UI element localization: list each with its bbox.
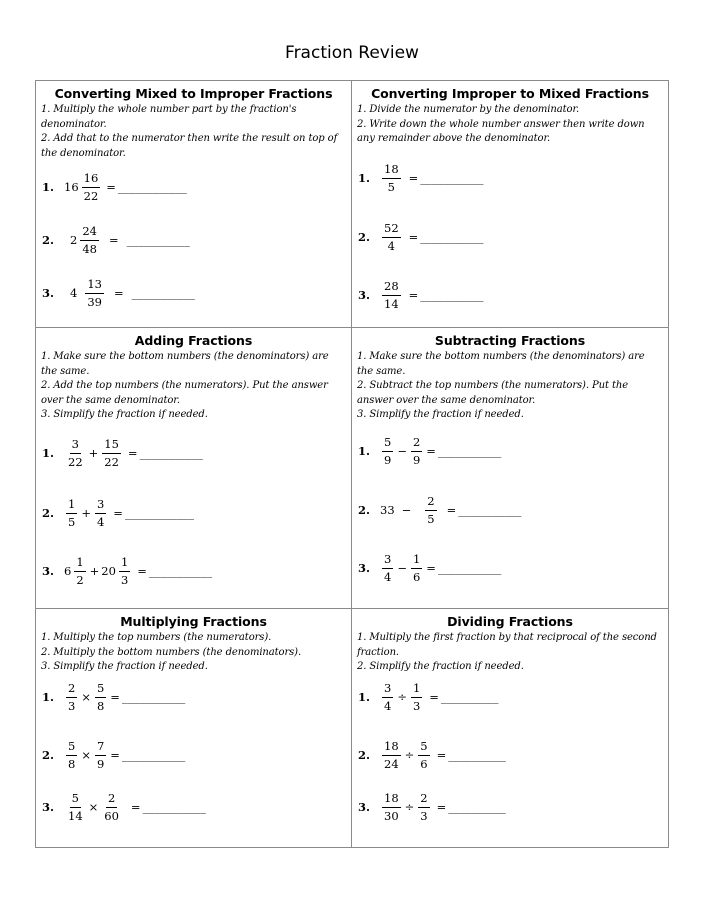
numerator: 18 — [382, 162, 401, 179]
fraction — [95, 681, 106, 714]
equals-sign: = — [113, 286, 124, 300]
numerator: 13 — [85, 277, 104, 294]
denominator: 9 — [384, 452, 392, 467]
equals-sign: = — [429, 690, 439, 704]
instructions — [357, 103, 663, 147]
section-title: Dividing Fractions — [447, 614, 573, 629]
denominator: 3 — [420, 808, 428, 823]
numerator: 2 — [418, 791, 429, 808]
instruction-step: 2. Add the top numbers (the numerators). Put the answer over the same denominator. — [41, 380, 328, 406]
equals-sign: = — [108, 233, 119, 247]
fraction — [66, 739, 77, 772]
instruction-step: 1. Make sure the bottom numbers (the denominators) are the same. — [357, 351, 645, 377]
instructions — [41, 631, 346, 675]
answer-blank[interactable]: ___________ — [121, 690, 186, 704]
instruction-step: 2. Simplify the fraction if needed. — [357, 661, 524, 673]
denominator: 14 — [68, 808, 83, 823]
fraction — [66, 497, 77, 530]
minus-sign: − — [397, 561, 407, 575]
numerator: 5 — [95, 681, 106, 698]
numerator: 5 — [70, 791, 81, 808]
fraction — [119, 555, 130, 588]
problem-number: 3. — [358, 288, 371, 302]
denominator: 48 — [82, 241, 97, 256]
times-sign: × — [81, 690, 91, 704]
equals-sign: = — [408, 171, 419, 185]
problem-3 — [358, 789, 506, 825]
fraction — [382, 681, 393, 714]
whole-number: 33 — [380, 503, 395, 517]
numerator: 1 — [66, 497, 77, 514]
equals-sign: = — [408, 230, 419, 244]
fraction — [411, 552, 422, 585]
equals-sign: = — [113, 506, 123, 520]
numerator: 1 — [411, 681, 422, 698]
problem-number: 3. — [358, 800, 371, 814]
fraction — [382, 552, 393, 585]
problem-2 — [42, 495, 194, 531]
numerator: 3 — [382, 681, 393, 698]
equals-sign: = — [110, 690, 120, 704]
denominator: 3 — [68, 698, 76, 713]
denominator: 22 — [104, 454, 119, 469]
answer-blank[interactable]: __________ — [448, 800, 506, 814]
instruction-step: 1. Divide the numerator by the denominator. — [357, 104, 580, 115]
problem-1 — [358, 160, 484, 196]
equals-sign: = — [436, 748, 447, 762]
instruction-step: 1. Make sure the bottom numbers (the denominators) are the same. — [41, 351, 329, 377]
numerator: 2 — [106, 791, 117, 808]
problem-number: 1. — [42, 446, 55, 460]
numerator: 28 — [382, 279, 401, 296]
instruction-step: 3. Simplify the fraction if needed. — [41, 661, 208, 673]
problem-number: 3. — [42, 800, 55, 814]
instruction-step: 3. Simplify the fraction if needed. — [357, 409, 524, 421]
denominator: 4 — [384, 569, 392, 584]
divide-sign: ÷ — [404, 800, 415, 814]
denominator: 14 — [384, 296, 399, 311]
fraction — [382, 279, 401, 312]
fraction — [74, 555, 85, 588]
answer-blank[interactable]: ____________ — [117, 180, 187, 194]
problem-number: 1. — [358, 690, 371, 704]
denominator: 9 — [96, 756, 105, 771]
numerator: 7 — [95, 739, 106, 756]
problem-3 — [42, 553, 212, 589]
answer-blank[interactable]: ___________ — [437, 444, 502, 458]
plus-sign: + — [88, 446, 99, 460]
whole-number: 16 — [64, 180, 79, 194]
problem-2 — [42, 222, 190, 258]
section-improper-to-mixed — [352, 81, 668, 328]
instructions — [41, 350, 346, 423]
fraction — [102, 791, 121, 824]
worksheet-grid — [35, 80, 669, 848]
numerator: 2 — [411, 435, 422, 452]
equals-sign: = — [110, 748, 120, 762]
equals-sign: = — [127, 446, 138, 460]
section-title: Converting Improper to Mixed Fractions — [371, 86, 649, 101]
equals-sign: = — [426, 444, 436, 458]
problem-1 — [42, 679, 185, 715]
denominator: 4 — [387, 238, 395, 253]
section-dividing-fractions — [352, 609, 668, 847]
denominator: 6 — [420, 756, 428, 771]
section-title: Subtracting Fractions — [434, 333, 586, 348]
plus-sign: + — [81, 506, 91, 520]
fraction — [85, 277, 104, 310]
numerator: 1 — [74, 555, 85, 572]
fraction — [382, 221, 401, 254]
section-title: Adding Fractions — [134, 333, 253, 348]
equals-sign: = — [408, 288, 419, 302]
numerator: 24 — [80, 224, 99, 241]
problem-3 — [358, 550, 501, 586]
instruction-step: 3. Simplify the fraction if needed. — [41, 409, 208, 421]
problem-1 — [42, 169, 187, 205]
fraction — [418, 739, 429, 772]
minus-sign: − — [397, 444, 407, 458]
times-sign: × — [81, 748, 91, 762]
equals-sign: = — [446, 503, 457, 517]
numerator: 1 — [411, 552, 422, 569]
instruction-step: 1. Multiply the whole number part by the fraction's denominator. — [41, 104, 297, 130]
answer-blank[interactable]: __________ — [440, 690, 499, 704]
page-title: Fraction Review — [285, 43, 419, 63]
whole-number: 4 — [70, 286, 78, 300]
equals-sign: = — [106, 180, 116, 194]
problem-2 — [358, 737, 506, 773]
denominator: 5 — [387, 179, 395, 194]
instruction-step: 2. Add that to the numerator then write the result on top of the denominator. — [41, 133, 338, 159]
problem-number: 1. — [358, 171, 371, 185]
problem-2 — [358, 219, 484, 255]
answer-blank[interactable]: ___________ — [420, 288, 484, 302]
problem-number: 2. — [42, 233, 55, 247]
problem-2 — [42, 737, 185, 773]
denominator: 39 — [87, 294, 102, 309]
fraction — [95, 497, 106, 530]
instruction-step: 1. Multiply the first fraction by that reciprocal of the second fraction. — [357, 632, 657, 658]
section-subtracting-fractions — [352, 328, 668, 609]
denominator: 22 — [83, 188, 99, 203]
problem-number: 2. — [358, 503, 371, 517]
fraction — [382, 791, 401, 824]
numerator: 16 — [82, 171, 101, 188]
numerator: 5 — [66, 739, 77, 756]
answer-blank[interactable]: ___________ — [126, 233, 190, 247]
answer-blank[interactable]: ___________ — [131, 286, 195, 300]
instruction-step: 2. Subtract the top numbers (the numerators). Put the answer over the same denominator. — [357, 380, 629, 406]
instruction-step: 2. Multiply the bottom numbers (the denominators). — [41, 646, 302, 658]
denominator: 4 — [384, 698, 392, 713]
fraction — [82, 171, 101, 204]
section-adding-fractions — [36, 328, 352, 609]
answer-blank[interactable]: ___________ — [420, 230, 484, 244]
numerator: 18 — [382, 791, 401, 808]
problem-3 — [358, 277, 484, 313]
fraction — [382, 162, 401, 195]
denominator: 5 — [68, 514, 76, 529]
denominator: 9 — [412, 452, 421, 467]
divide-sign: ÷ — [397, 690, 407, 704]
fraction — [382, 435, 393, 468]
problem-1 — [42, 435, 203, 471]
problem-3 — [42, 789, 206, 825]
divide-sign: ÷ — [404, 748, 415, 762]
denominator: 2 — [76, 572, 84, 587]
denominator: 8 — [68, 756, 76, 771]
problem-number: 2. — [42, 506, 55, 520]
numerator: 5 — [418, 739, 429, 756]
numerator: 3 — [382, 552, 393, 569]
fraction — [95, 739, 106, 772]
problem-number: 3. — [42, 286, 55, 300]
section-mixed-to-improper — [36, 81, 352, 328]
numerator: 3 — [95, 497, 106, 514]
denominator: 30 — [384, 808, 399, 823]
instructions — [357, 631, 663, 675]
instructions — [357, 350, 663, 423]
denominator: 3 — [120, 572, 129, 587]
denominator: 3 — [412, 698, 421, 713]
answer-blank[interactable]: ___________ — [437, 561, 502, 575]
denominator: 8 — [96, 698, 105, 713]
answer-blank[interactable]: ___________ — [420, 171, 484, 185]
problem-number: 2. — [42, 748, 55, 762]
numerator: 2 — [66, 681, 77, 698]
numerator: 52 — [382, 221, 401, 238]
problem-number: 2. — [358, 230, 371, 244]
denominator: 24 — [384, 756, 399, 771]
denominator: 22 — [68, 454, 83, 469]
answer-blank[interactable]: ___________ — [142, 800, 206, 814]
answer-blank[interactable]: ___________ — [121, 748, 186, 762]
fraction — [80, 224, 99, 257]
denominator: 4 — [96, 514, 105, 529]
equals-sign: = — [436, 800, 447, 814]
minus-sign: − — [401, 503, 412, 517]
fraction — [102, 437, 121, 470]
section-multiplying-fractions — [36, 609, 352, 847]
fraction — [382, 739, 401, 772]
numerator: 15 — [102, 437, 121, 454]
numerator: 5 — [382, 435, 393, 452]
equals-sign: = — [137, 564, 147, 578]
denominator: 6 — [412, 569, 421, 584]
problem-2 — [358, 492, 522, 528]
fraction — [66, 437, 85, 470]
problem-number: 1. — [358, 444, 371, 458]
problem-number: 1. — [42, 180, 55, 194]
problem-number: 1. — [42, 690, 55, 704]
problem-1 — [358, 433, 501, 469]
problem-3 — [42, 275, 195, 311]
instruction-step: 2. Write down the whole number answer then write down any remainder above the denominator. — [357, 118, 645, 145]
whole-number: 6 — [64, 564, 72, 578]
fraction — [411, 681, 422, 714]
problem-number: 2. — [358, 748, 371, 762]
fraction — [66, 681, 77, 714]
plus-sign: + — [89, 564, 100, 578]
equals-sign: = — [426, 561, 436, 575]
answer-blank[interactable]: __________ — [448, 748, 506, 762]
section-title: Multiplying Fractions — [120, 614, 267, 629]
fraction — [418, 791, 429, 824]
numerator: 1 — [119, 555, 130, 572]
answer-blank[interactable]: ___________ — [148, 564, 213, 578]
numerator: 2 — [425, 494, 436, 511]
section-title: Converting Mixed to Improper Fractions — [54, 86, 333, 101]
denominator: 5 — [427, 511, 435, 526]
denominator: 60 — [104, 808, 119, 823]
instruction-step: 1. Multiply the top numbers (the numerators). — [41, 632, 272, 643]
numerator: 3 — [70, 437, 81, 454]
equals-sign: = — [130, 800, 141, 814]
problem-number: 3. — [358, 561, 371, 575]
whole-number: 2 — [70, 233, 78, 247]
answer-blank[interactable]: ____________ — [124, 506, 194, 520]
answer-blank[interactable]: ___________ — [458, 503, 522, 517]
instructions — [41, 103, 346, 161]
whole-number: 20 — [101, 564, 116, 578]
answer-blank[interactable]: ___________ — [139, 446, 203, 460]
fraction — [411, 435, 422, 468]
fraction — [66, 791, 85, 824]
numerator: 18 — [382, 739, 401, 756]
problem-1 — [358, 679, 498, 715]
fraction — [425, 494, 436, 527]
times-sign: × — [88, 800, 99, 814]
problem-number: 3. — [42, 564, 55, 578]
